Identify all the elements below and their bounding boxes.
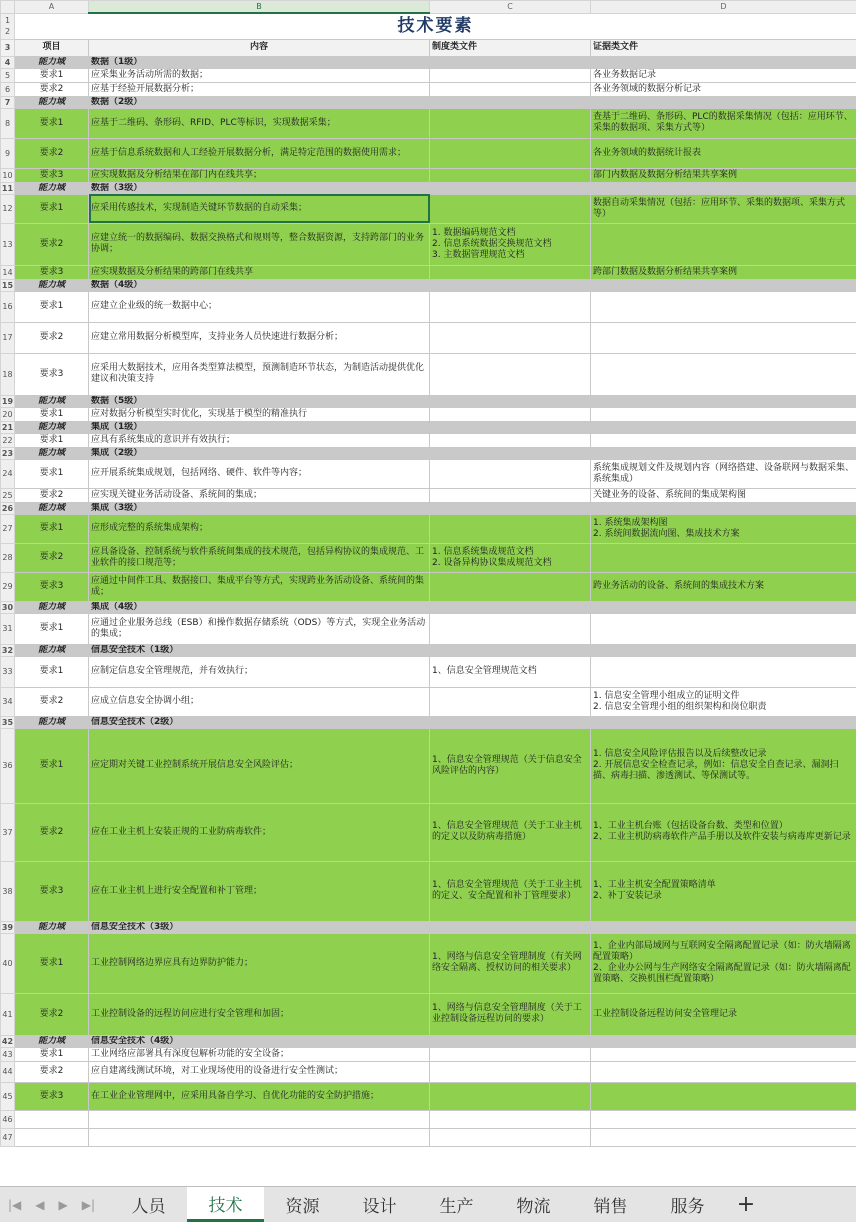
cell-evidence-docs[interactable]: 数据自动采集情况（包括：应用环节、采集的数据项、采集方式等） [591, 194, 856, 223]
cell-item[interactable]: 要求2 [15, 223, 89, 265]
cell-policy-docs[interactable] [430, 265, 591, 279]
cell-item[interactable]: 能力域 [15, 1035, 89, 1047]
cell-content[interactable]: 应在工业主机上安装正规的工业防病毒软件； [89, 803, 430, 861]
cell-policy-docs[interactable] [430, 433, 591, 447]
cell-content[interactable]: 应基于信息系统数据和人工经验开展数据分析，满足特定范围的数据使用需求； [89, 138, 430, 168]
cell-policy-docs[interactable]: 1、信息安全管理规范（关于信息安全风险评估的内容） [430, 728, 591, 803]
cell-item[interactable]: 要求1 [15, 728, 89, 803]
cell-item[interactable]: 要求3 [15, 572, 89, 601]
cell-item[interactable]: 要求3 [15, 168, 89, 182]
cell-content[interactable]: 应采用传感技术，实现制造关键环节数据的自动采集； [89, 194, 430, 223]
cell-policy-docs[interactable] [430, 353, 591, 395]
cell-policy-docs[interactable]: 1. 信息系统集成规范文档 2. 设备异构协议集成规范文档 [430, 543, 591, 572]
cell-item[interactable]: 要求2 [15, 322, 89, 353]
section-row [1, 716, 856, 728]
row-number[interactable]: 42 [1, 1035, 15, 1047]
cell-evidence-docs[interactable] [591, 407, 856, 421]
row-number[interactable]: 46 [1, 1110, 15, 1128]
cell-policy-docs[interactable] [430, 138, 591, 168]
cell-content[interactable]: 工业网络应部署具有深度包解析功能的安全设备； [89, 1047, 430, 1061]
cell-content[interactable]: 工业控制网络边界应具有边界防护能力； [89, 933, 430, 993]
cell-policy-docs[interactable] [430, 447, 591, 459]
section-row [1, 502, 856, 514]
cell-policy-docs[interactable] [430, 1035, 591, 1047]
cell-content[interactable]: 应成立信息安全协调小组； [89, 687, 430, 716]
cell-content[interactable]: 应建立常用数据分析模型库，支持业务人员快速进行数据分析； [89, 322, 430, 353]
cell-policy-docs[interactable] [430, 687, 591, 716]
cell-content[interactable]: 应建立统一的数据编码、数据交换格式和规则等，整合数据资源，支持跨部门的业务协调； [89, 223, 430, 265]
cell-content[interactable]: 应采集业务活动所需的数据； [89, 68, 430, 82]
section-row [1, 644, 856, 656]
row-number[interactable]: 10 [1, 168, 15, 182]
cell-policy-docs[interactable] [430, 82, 591, 96]
cell-policy-docs[interactable] [430, 96, 591, 108]
section-row [1, 395, 856, 407]
first-sheet-icon[interactable]: |◀ [8, 1198, 21, 1212]
cell-item[interactable]: 要求2 [15, 543, 89, 572]
cell-evidence-docs[interactable]: 关键业务的设备、系统间的集成架构图 [591, 488, 856, 502]
cell-item[interactable]: 要求3 [15, 353, 89, 395]
cell-item[interactable]: 要求2 [15, 993, 89, 1035]
cell-evidence-docs[interactable] [591, 447, 856, 459]
cell-item[interactable]: 要求1 [15, 407, 89, 421]
row-number[interactable]: 38 [1, 861, 15, 921]
cell-content[interactable]: 信息安全技术（4级） [89, 1035, 430, 1047]
column-header-a[interactable]: A [15, 1, 89, 14]
row-number[interactable]: 30 [1, 601, 15, 613]
table-row [1, 1082, 856, 1110]
cell-evidence-docs[interactable]: 部门内数据及数据分析结果共享案例 [591, 168, 856, 182]
cell-evidence-docs[interactable] [591, 716, 856, 728]
cell-policy-docs[interactable] [430, 182, 591, 194]
column-header-d[interactable]: D [591, 1, 856, 14]
table-row [1, 459, 856, 488]
cell-item[interactable]: 能力域 [15, 182, 89, 194]
row-number[interactable]: 44 [1, 1061, 15, 1082]
row-number[interactable]: 4 [1, 56, 15, 68]
cell-evidence-docs[interactable] [591, 1128, 856, 1146]
cell-evidence-docs[interactable] [591, 223, 856, 265]
cell-evidence-docs[interactable] [591, 182, 856, 194]
cell-evidence-docs[interactable]: 1. 系统集成架构图 2. 系统间数据流向图、集成技术方案 [591, 514, 856, 543]
cell-policy-docs[interactable]: 1、信息安全管理规范（关于工业主机的定义、安全配置和补丁管理要求） [430, 861, 591, 921]
cell-item[interactable]: 能力域 [15, 447, 89, 459]
table-row [1, 613, 856, 644]
table-row [1, 1110, 856, 1128]
row-number[interactable]: 22 [1, 433, 15, 447]
cell-policy-docs[interactable] [430, 514, 591, 543]
table-row [1, 108, 856, 138]
cell-evidence-docs[interactable] [591, 291, 856, 322]
table-header-row [1, 39, 856, 56]
cell-content[interactable] [89, 1128, 430, 1146]
cell-evidence-docs[interactable] [591, 656, 856, 687]
sheet-tab-bar [0, 1186, 856, 1222]
cell-item[interactable]: 能力域 [15, 644, 89, 656]
cell-content[interactable]: 应实现数据及分析结果的跨部门在线共享 [89, 265, 430, 279]
cell-item[interactable]: 要求1 [15, 933, 89, 993]
cell-policy-docs[interactable] [430, 1110, 591, 1128]
cell-item[interactable]: 要求1 [15, 656, 89, 687]
cell-content[interactable]: 应通过中间件工具、数据接口、集成平台等方式，实现跨业务活动设备、系统间的集成； [89, 572, 430, 601]
cell-policy-docs[interactable] [430, 644, 591, 656]
cell-policy-docs[interactable] [430, 502, 591, 514]
table-row [1, 322, 856, 353]
table-row [1, 138, 856, 168]
cell-evidence-docs[interactable] [591, 502, 856, 514]
cell-evidence-docs[interactable] [591, 1047, 856, 1061]
cell-evidence-docs[interactable] [591, 601, 856, 613]
cell-content[interactable]: 应自建离线测试环境，对工业现场使用的设备进行安全性测试； [89, 1061, 430, 1082]
table-row [1, 291, 856, 322]
select-all-corner[interactable] [1, 1, 15, 14]
cell-policy-docs[interactable]: 1、网络与信息安全管理制度（关于工业控制设备远程访问的要求） [430, 993, 591, 1035]
row-number[interactable]: 34 [1, 687, 15, 716]
cell-policy-docs[interactable] [430, 395, 591, 407]
cell-policy-docs[interactable] [430, 108, 591, 138]
cell-item[interactable] [15, 1128, 89, 1146]
row-number[interactable]: 21 [1, 421, 15, 433]
row-number[interactable]: 19 [1, 395, 15, 407]
cell-evidence-docs[interactable]: 各业务数据记录 [591, 68, 856, 82]
table-row [1, 223, 856, 265]
sheet-tab[interactable]: 生产 [418, 1187, 495, 1222]
table-row [1, 433, 856, 447]
row-number[interactable]: 35 [1, 716, 15, 728]
cell-content[interactable]: 应通过企业服务总线（ESB）和操作数据存储系统（ODS）等方式，实现全业务活动的集成； [89, 613, 430, 644]
cell-item[interactable]: 要求1 [15, 433, 89, 447]
row-number[interactable]: 7 [1, 96, 15, 108]
row-number[interactable]: 37 [1, 803, 15, 861]
cell-content[interactable]: 应实现关键业务活动设备、系统间的集成； [89, 488, 430, 502]
cell-evidence-docs[interactable]: 各业务领域的数据统计报表 [591, 138, 856, 168]
prev-sheet-icon[interactable]: ◀ [35, 1198, 44, 1212]
cell-evidence-docs[interactable]: 1、工业主机安全配置策略清单 2、补丁安装记录 [591, 861, 856, 921]
row-number[interactable]: 1 2 [1, 13, 15, 39]
cell-item[interactable]: 能力域 [15, 279, 89, 291]
cell-item[interactable]: 要求2 [15, 687, 89, 716]
cell-policy-docs[interactable] [430, 194, 591, 223]
cell-policy-docs[interactable] [430, 716, 591, 728]
cell-policy-docs[interactable] [430, 1082, 591, 1110]
cell-policy-docs[interactable] [430, 601, 591, 613]
cell-content[interactable]: 应基于经验开展数据分析； [89, 82, 430, 96]
sheet-tab[interactable]: 服务 [649, 1187, 726, 1222]
row-number[interactable]: 31 [1, 613, 15, 644]
cell-evidence-docs[interactable]: 系统集成规划文件及规划内容（网络搭建、设备联网与数据采集、系统集成） [591, 459, 856, 488]
cell-item[interactable]: 要求1 [15, 459, 89, 488]
header-item[interactable]: 项目 [15, 39, 89, 56]
cell-item[interactable]: 要求3 [15, 861, 89, 921]
cell-policy-docs[interactable] [430, 921, 591, 933]
row-number[interactable]: 16 [1, 291, 15, 322]
row-number[interactable]: 11 [1, 182, 15, 194]
table-row [1, 265, 856, 279]
cell-policy-docs[interactable] [430, 407, 591, 421]
row-number[interactable]: 36 [1, 728, 15, 803]
cell-item[interactable]: 能力域 [15, 96, 89, 108]
row-number[interactable]: 17 [1, 322, 15, 353]
header-content[interactable]: 内容 [89, 39, 430, 56]
cell-content[interactable]: 集成（1级） [89, 421, 430, 433]
cell-evidence-docs[interactable]: 1、企业内部局域网与互联网安全隔离配置记录（如：防火墙隔离配置策略） 2、企业办公网与生产网络安全隔离配置记录（如：防火墙隔离配置策略、交换机围栏配置策略） [591, 933, 856, 993]
cell-item[interactable]: 要求1 [15, 1047, 89, 1061]
table-row [1, 993, 856, 1035]
cell-policy-docs[interactable] [430, 1128, 591, 1146]
table-row [1, 514, 856, 543]
cell-evidence-docs[interactable] [591, 543, 856, 572]
cell-evidence-docs[interactable] [591, 279, 856, 291]
cell-policy-docs[interactable] [430, 459, 591, 488]
cell-item[interactable]: 能力域 [15, 421, 89, 433]
sheet-navigation [0, 1187, 110, 1222]
row-number[interactable]: 20 [1, 407, 15, 421]
table-row [1, 543, 856, 572]
next-sheet-icon[interactable]: ▶ [59, 1198, 68, 1212]
table-row [1, 1128, 856, 1146]
cell-item[interactable]: 要求1 [15, 291, 89, 322]
row-number[interactable]: 9 [1, 138, 15, 168]
cell-evidence-docs[interactable]: 1. 信息安全管理小组成立的证明文件 2. 信息安全管理小组的组织架构和岗位职责 [591, 687, 856, 716]
cell-item[interactable]: 能力域 [15, 601, 89, 613]
cell-policy-docs[interactable]: 1、信息安全管理规范（关于工业主机的定义以及防病毒措施） [430, 803, 591, 861]
cell-evidence-docs[interactable]: 各业务领域的数据分析记录 [591, 82, 856, 96]
cell-evidence-docs[interactable] [591, 353, 856, 395]
row-number[interactable]: 45 [1, 1082, 15, 1110]
cell-content[interactable]: 应在工业主机上进行安全配置和补丁管理； [89, 861, 430, 921]
cell-policy-docs[interactable] [430, 56, 591, 68]
row-number[interactable]: 14 [1, 265, 15, 279]
cell-evidence-docs[interactable] [591, 1061, 856, 1082]
cell-policy-docs[interactable] [430, 291, 591, 322]
cell-item[interactable]: 能力域 [15, 56, 89, 68]
cell-evidence-docs[interactable] [591, 921, 856, 933]
cell-content[interactable]: 在工业企业管理网中，应采用具备自学习、自优化功能的安全防护措施； [89, 1082, 430, 1110]
table-row [1, 728, 856, 803]
row-number[interactable]: 41 [1, 993, 15, 1035]
cell-policy-docs[interactable] [430, 613, 591, 644]
row-number[interactable]: 6 [1, 82, 15, 96]
cell-content[interactable]: 应采用大数据技术，应用各类型算法模型，预测制造环节状态，为制造活动提供优化建议和决策支持 [89, 353, 430, 395]
cell-policy-docs[interactable] [430, 1047, 591, 1061]
cell-item[interactable]: 要求1 [15, 108, 89, 138]
cell-policy-docs[interactable]: 1. 数据编码规范文档 2. 信息系统数据交换规范文档 3. 主数据管理规范文档 [430, 223, 591, 265]
section-row [1, 56, 856, 68]
cell-content[interactable]: 工业控制设备的远程访问应进行安全管理和加固； [89, 993, 430, 1035]
cell-policy-docs[interactable]: 1、信息安全管理规范文档 [430, 656, 591, 687]
cell-content[interactable]: 应定期对关键工业控制系统开展信息安全风险评估； [89, 728, 430, 803]
add-sheet-button[interactable]: + [726, 1187, 766, 1222]
cell-content[interactable]: 集成（4级） [89, 601, 430, 613]
cell-content[interactable]: 应基于二维码、条形码、RFID、PLC等标识，实现数据采集； [89, 108, 430, 138]
table-row [1, 407, 856, 421]
row-number[interactable]: 8 [1, 108, 15, 138]
row-number[interactable]: 13 [1, 223, 15, 265]
table-row [1, 168, 856, 182]
cell-policy-docs[interactable] [430, 279, 591, 291]
cell-item[interactable]: 要求1 [15, 194, 89, 223]
section-row [1, 182, 856, 194]
section-row [1, 921, 856, 933]
cell-evidence-docs[interactable]: 1. 信息安全风险评估报告以及后续整改记录 2. 开展信息安全检查记录，例如：信息安全自查记录、漏洞扫描、病毒扫描、渗透测试、等保测试等。 [591, 728, 856, 803]
cell-evidence-docs[interactable]: 跨部门数据及数据分析结果共享案例 [591, 265, 856, 279]
table-row [1, 1061, 856, 1082]
cell-content[interactable]: 集成（3级） [89, 502, 430, 514]
column-header-b[interactable]: B [89, 1, 430, 14]
cell-item[interactable]: 要求2 [15, 488, 89, 502]
cell-content[interactable]: 应对数据分析模型实时优化，实现基于模型的精准执行 [89, 407, 430, 421]
cell-item[interactable]: 要求2 [15, 82, 89, 96]
cell-item[interactable] [15, 1110, 89, 1128]
row-number[interactable]: 29 [1, 572, 15, 601]
table-row [1, 656, 856, 687]
row-number[interactable]: 40 [1, 933, 15, 993]
cell-policy-docs[interactable] [430, 572, 591, 601]
cell-item[interactable]: 要求1 [15, 514, 89, 543]
sheet-tab[interactable]: 设计 [341, 1187, 418, 1222]
table-row [1, 353, 856, 395]
row-number[interactable]: 23 [1, 447, 15, 459]
column-header-c[interactable]: C [430, 1, 591, 14]
cell-content[interactable]: 应具备设备、控制系统与软件系统间集成的技术规范，包括异构协议的集成规范、工业软件的接口规范等； [89, 543, 430, 572]
cell-evidence-docs[interactable]: 跨业务活动的设备、系统间的集成技术方案 [591, 572, 856, 601]
cell-evidence-docs[interactable]: 查基于二维码、条形码、PLC的数据采集情况（包括：应用环节、采集的数据项、采集方式等） [591, 108, 856, 138]
cell-item[interactable]: 要求2 [15, 138, 89, 168]
cell-content[interactable]: 数据（4级） [89, 279, 430, 291]
cell-content[interactable]: 数据（2级） [89, 96, 430, 108]
cell-item[interactable]: 要求2 [15, 803, 89, 861]
row-number[interactable]: 43 [1, 1047, 15, 1061]
column-header-row [1, 1, 856, 14]
table-row [1, 933, 856, 993]
cell-item[interactable]: 能力域 [15, 502, 89, 514]
cell-item[interactable]: 要求3 [15, 265, 89, 279]
cell-content[interactable]: 应实现数据及分析结果在部门内在线共享； [89, 168, 430, 182]
cell-content[interactable] [89, 1110, 430, 1128]
row-number[interactable]: 15 [1, 279, 15, 291]
sheet-tabs [110, 1187, 726, 1222]
cell-policy-docs[interactable] [430, 488, 591, 502]
cell-content[interactable]: 信息安全技术（3级） [89, 921, 430, 933]
table-row [1, 488, 856, 502]
table-row [1, 687, 856, 716]
cell-content[interactable]: 数据（3级） [89, 182, 430, 194]
cell-evidence-docs[interactable] [591, 96, 856, 108]
row-number[interactable]: 3 [1, 39, 15, 56]
last-sheet-icon[interactable]: ▶| [82, 1198, 95, 1212]
cell-content[interactable]: 集成（2级） [89, 447, 430, 459]
section-row [1, 601, 856, 613]
table-row [1, 1047, 856, 1061]
cell-policy-docs[interactable] [430, 421, 591, 433]
cell-item[interactable]: 要求2 [15, 1061, 89, 1082]
cell-policy-docs[interactable]: 1、网络与信息安全管理制度（有关网络安全隔离、授权访问的相关要求） [430, 933, 591, 993]
row-number[interactable]: 12 [1, 194, 15, 223]
cell-evidence-docs[interactable] [591, 395, 856, 407]
cell-evidence-docs[interactable]: 工业控制设备远程访问安全管理记录 [591, 993, 856, 1035]
row-number[interactable]: 5 [1, 68, 15, 82]
section-row [1, 96, 856, 108]
row-number[interactable]: 26 [1, 502, 15, 514]
cell-evidence-docs[interactable] [591, 1035, 856, 1047]
cell-item[interactable]: 能力域 [15, 716, 89, 728]
cell-evidence-docs[interactable]: 1、工业主机台账（包括设备台数、类型和位置） 2、工业主机防病毒软件产品手册以及软件安装与病毒库更新记录 [591, 803, 856, 861]
cell-content[interactable]: 应开展系统集成规划，包括网络、硬件、软件等内容； [89, 459, 430, 488]
sheet-tab[interactable]: 物流 [495, 1187, 572, 1222]
header-policy-docs[interactable]: 制度类文件 [430, 39, 591, 56]
sheet-title[interactable]: 技术要素 [15, 13, 856, 39]
cell-evidence-docs[interactable] [591, 56, 856, 68]
section-row [1, 421, 856, 433]
table-row [1, 194, 856, 223]
cell-content[interactable]: 信息安全技术（2级） [89, 716, 430, 728]
section-row [1, 1035, 856, 1047]
cell-item[interactable]: 能力域 [15, 921, 89, 933]
row-number[interactable]: 39 [1, 921, 15, 933]
cell-policy-docs[interactable] [430, 168, 591, 182]
section-row [1, 447, 856, 459]
cell-evidence-docs[interactable] [591, 1110, 856, 1128]
cell-evidence-docs[interactable] [591, 613, 856, 644]
row-number[interactable]: 33 [1, 656, 15, 687]
table-row [1, 82, 856, 96]
cell-evidence-docs[interactable] [591, 322, 856, 353]
row-number[interactable]: 27 [1, 514, 15, 543]
cell-policy-docs[interactable] [430, 1061, 591, 1082]
section-row [1, 279, 856, 291]
row-number[interactable]: 32 [1, 644, 15, 656]
cell-policy-docs[interactable] [430, 68, 591, 82]
sheet-tab[interactable]: 人员 [110, 1187, 187, 1222]
sheet-tab[interactable]: 技术 [187, 1187, 264, 1222]
table-row [1, 803, 856, 861]
cell-evidence-docs[interactable] [591, 433, 856, 447]
cell-item[interactable]: 能力域 [15, 395, 89, 407]
cell-item[interactable]: 要求1 [15, 613, 89, 644]
cell-item[interactable]: 要求1 [15, 68, 89, 82]
row-number[interactable]: 28 [1, 543, 15, 572]
row-number[interactable]: 25 [1, 488, 15, 502]
cell-content[interactable]: 应制定信息安全管理规范，并有效执行； [89, 656, 430, 687]
sheet-tab[interactable]: 销售 [572, 1187, 649, 1222]
cell-content[interactable]: 数据（5级） [89, 395, 430, 407]
table-row [1, 861, 856, 921]
sheet-tab[interactable]: 资源 [264, 1187, 341, 1222]
cell-content[interactable]: 应具有系统集成的意识并有效执行； [89, 433, 430, 447]
cell-content[interactable]: 数据（1级） [89, 56, 430, 68]
cell-evidence-docs[interactable] [591, 421, 856, 433]
cell-content[interactable]: 应建立企业级的统一数据中心； [89, 291, 430, 322]
table-row [1, 68, 856, 82]
cell-evidence-docs[interactable] [591, 1082, 856, 1110]
cell-content[interactable]: 应形成完整的系统集成架构； [89, 514, 430, 543]
table-row [1, 572, 856, 601]
row-number[interactable]: 18 [1, 353, 15, 395]
cell-evidence-docs[interactable] [591, 644, 856, 656]
row-number[interactable]: 24 [1, 459, 15, 488]
row-number[interactable]: 47 [1, 1128, 15, 1146]
cell-content[interactable]: 信息安全技术（1级） [89, 644, 430, 656]
header-evidence-docs[interactable]: 证据类文件 [591, 39, 856, 56]
cell-policy-docs[interactable] [430, 322, 591, 353]
title-row [1, 13, 856, 39]
cell-item[interactable]: 要求3 [15, 1082, 89, 1110]
